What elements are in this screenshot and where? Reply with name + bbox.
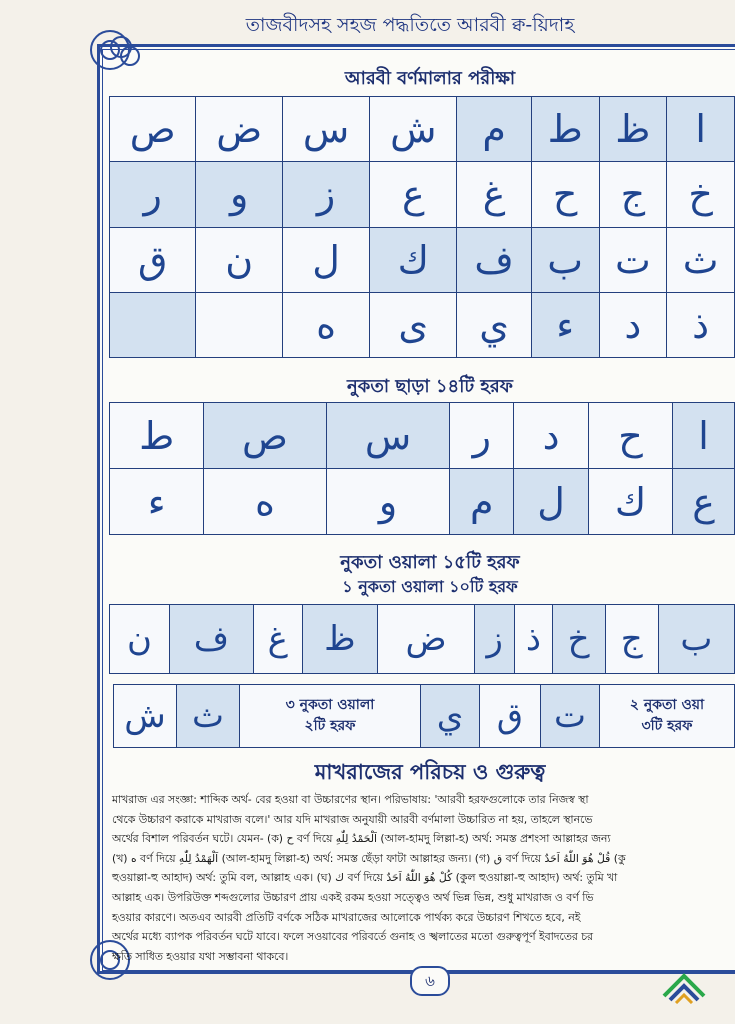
letter-cell	[110, 227, 196, 292]
letter-cell	[326, 469, 450, 535]
paragraph-line: মাখরাজ এর সংজ্ঞা: শাব্দিক অর্থ- বের হওয়া বা উচ্চারণের স্থান। পরিভাষায়: 'আরবী হরফগুলোকে তার নিজস্ব স্থা	[112, 793, 589, 806]
letter: ح	[552, 172, 578, 217]
letter-cell	[667, 292, 735, 357]
letter-cell	[531, 97, 599, 162]
letter-cell	[667, 227, 735, 292]
letter-cell	[450, 403, 514, 469]
letter-cell	[326, 403, 450, 469]
letter-cell	[196, 97, 282, 162]
letter-cell	[514, 469, 589, 535]
letter: ث	[682, 237, 719, 282]
letter-cell	[450, 469, 514, 535]
three-dot-label: ৩ নুকতা ওয়ালা ২টি হরফ	[285, 697, 375, 734]
letter-cell	[667, 162, 735, 227]
letter-cell	[599, 162, 667, 227]
letter: ا	[698, 413, 709, 458]
letter: ن	[225, 237, 254, 282]
letter-cell	[110, 469, 204, 535]
letter-cell	[282, 97, 369, 162]
letter-cell	[531, 292, 599, 357]
letter: ط	[139, 413, 175, 458]
letter-cell	[658, 605, 734, 674]
paragraph-line: অর্থের মধ্যে ব্যাপক পরিবর্তন ঘটে যাবে। ফলে সওয়াবের পরিবর্তে গুনাহ ও স্খলাতের মতো গুরুত্বপূর্ণ ইবাদতের চর	[112, 930, 593, 944]
letter-cell	[599, 292, 667, 357]
letter-cell	[667, 97, 735, 162]
letter: ه	[316, 302, 336, 347]
letter-cell	[531, 227, 599, 292]
letter: ه	[255, 479, 275, 524]
letter-cell	[110, 162, 196, 227]
letter: ص	[129, 107, 176, 152]
page-number: ৬	[410, 966, 450, 996]
letter-cell	[673, 403, 735, 469]
corner-ornament-icon	[110, 36, 132, 58]
letter: ب	[547, 237, 584, 282]
letter-cell	[588, 403, 672, 469]
letter: ط	[547, 107, 583, 152]
letter: ت	[614, 237, 651, 282]
letter-cell	[114, 685, 177, 748]
letter: د	[624, 302, 642, 347]
letter: ش	[124, 696, 166, 736]
letter-cell	[177, 685, 240, 748]
section-title-alphabet-test: আরবী বর্ণমালার পরীক্ষা	[344, 68, 516, 89]
letter: ر	[143, 172, 162, 217]
empty-cell	[196, 292, 282, 357]
publisher-logo-icon	[660, 968, 708, 1004]
letter: ي	[436, 696, 464, 736]
letter: ض	[405, 619, 447, 659]
letter: ح	[618, 413, 643, 458]
letter: غ	[482, 172, 506, 217]
paragraph-line: আল্লাহ এক। উপরিউক্ত শব্দগুলোর উচ্চারণ প্রায় একই রকম হওয়া সত্ত্বেও অর্থ ভিন্ন ভিন্ন, শুধু মাখরাজ ও বর্ণ ভি	[112, 890, 594, 904]
empty-cell	[110, 292, 196, 357]
letter: ع	[692, 479, 715, 524]
letter: ق	[496, 696, 524, 736]
multi-dot-letters-grid	[113, 684, 735, 748]
letter-cell	[370, 292, 457, 357]
letter: ر	[472, 413, 491, 458]
letter-cell	[552, 605, 605, 674]
letter: س	[302, 107, 350, 152]
letter-cell	[421, 685, 480, 748]
letter: ق	[137, 237, 168, 282]
letter: س	[364, 413, 412, 458]
letter-cell	[457, 292, 531, 357]
letter: خ	[688, 172, 713, 217]
letter-cell	[282, 162, 369, 227]
letter: ء	[147, 479, 166, 524]
letter-cell	[370, 227, 457, 292]
section-title-no-dot-letters: নুকতা ছাড়া ১৪টি হরফ	[347, 376, 513, 397]
letter-cell	[514, 403, 589, 469]
letter: ذ	[692, 302, 710, 347]
letter-cell	[196, 227, 282, 292]
letter-cell	[515, 605, 552, 674]
section-title-dotted-letters: নুকতা ওয়ালা ১৫টি হরফ	[340, 552, 520, 573]
letter: ض	[216, 107, 263, 152]
letter: ك	[397, 237, 429, 282]
letter: ع	[401, 172, 425, 217]
letter: م	[470, 479, 494, 524]
letter-cell	[599, 227, 667, 292]
alphabet-grid	[109, 96, 735, 358]
two-dot-label-cell	[600, 685, 735, 748]
letter: ظ	[324, 619, 356, 659]
letter: خ	[567, 619, 590, 659]
paragraph-line: হওয়ার কারণে। অতএব আরবী প্রতিটি বর্ণকে সঠিক মাখরাজের আলোকে পার্থক্য করে উচ্চারণ শিখতে হবে, নই	[112, 910, 581, 924]
letter-cell	[253, 605, 302, 674]
letter: د	[542, 413, 560, 458]
letter: ا	[695, 107, 706, 152]
letter: ذ	[525, 619, 542, 659]
letter: ي	[479, 302, 509, 347]
letter: ز	[486, 619, 503, 659]
paragraph-line: থেকে উচ্চারণ করাকে মাখরাজ বলে।' আর যদি মাখরাজ অনুযায়ী আরবী বর্ণমালা উচ্চারিত না হয়, তাহলে স্থানভে	[112, 812, 593, 826]
letter-cell	[457, 227, 531, 292]
letter: ج	[620, 172, 646, 217]
letter: ل	[312, 237, 340, 282]
letter-cell	[110, 97, 196, 162]
two-dot-label: ২ নুকতা ওয়া ৩টি হরফ	[629, 697, 705, 734]
letter: ش	[390, 107, 437, 152]
letter: ت	[553, 696, 586, 736]
letter-cell	[599, 97, 667, 162]
letter: ب	[680, 619, 713, 659]
one-dot-letters-grid	[109, 604, 735, 674]
letter-cell	[588, 469, 672, 535]
paragraph-line: ক্ষতি সাধিত হওয়ার যথা সম্ভাবনা থাকবে।	[112, 949, 289, 963]
page-header: তাজবীদসহ সহজ পদ্ধতিতে আরবী ক্ব-য়িদাহ	[245, 14, 575, 36]
paragraph-line: হুওয়াল্লা-হু আহাদ) অর্থ: তুমি বল, আল্লাহ এক। (ঘ) ك বর্ণ দিয়ে كُلْ هُوَ اللّٰهُ اَحَدٌ (কুল হুওয়াল্লা-হু আহাদ) অর্থ: তুমি খা	[112, 871, 618, 885]
letter: ظ	[615, 107, 651, 152]
letter-cell	[531, 162, 599, 227]
letter-cell	[457, 162, 531, 227]
paragraph-line: অর্থের বিশাল পরিবর্তন ঘটে। যেমন- (ক) ح বর্ণ দিয়ে اَلْحَمْدُ لِلّٰهِ (আল-হামদু লিল্লা-হ) অর্থ: সমস্ত প্রশংসা আল্লাহর জন্য	[112, 832, 611, 846]
letter: و	[230, 172, 249, 217]
letter-cell	[541, 685, 600, 748]
letter-cell	[673, 469, 735, 535]
letter-cell	[282, 292, 369, 357]
paragraph-line: (খ) ه বর্ণ দিয়ে اَلْهَمْدُ لِلّٰهِ (আল-হামদু লিল্লা-হ) অর্থ: সমস্ত ছেঁড়া ফাটা আল্লাহর জন্য। (গ) ق বর্ণ দিয়ে قُلْ هُوَ اللّٰهُ اَحَدٌ (কু	[112, 851, 626, 865]
letter: غ	[267, 619, 288, 659]
letter-cell	[110, 403, 204, 469]
letter: ن	[127, 619, 152, 659]
letter-cell	[377, 605, 474, 674]
letter-cell	[370, 162, 457, 227]
letter-cell	[110, 605, 170, 674]
letter-cell	[204, 469, 326, 535]
section-subtitle-one-dot: ১ নুকতা ওয়ালা ১০টি হরফ	[342, 577, 518, 596]
letter-cell	[605, 605, 658, 674]
letter: ك	[614, 479, 647, 524]
letter-cell	[480, 685, 541, 748]
no-dot-letters-grid	[109, 402, 735, 535]
letter-cell	[169, 605, 253, 674]
letter: ث	[191, 696, 224, 736]
letter: ل	[537, 479, 565, 524]
letter-cell	[370, 97, 457, 162]
letter-cell	[475, 605, 515, 674]
letter: ء	[556, 302, 575, 347]
makhraj-paragraph	[112, 790, 735, 966]
letter-cell	[302, 605, 377, 674]
letter: ص	[242, 413, 288, 458]
three-dot-label-cell	[240, 685, 421, 748]
letter: ى	[398, 302, 429, 347]
letter: و	[378, 479, 398, 524]
letter-cell	[204, 403, 326, 469]
letter: ف	[474, 237, 514, 282]
letter-cell	[196, 162, 282, 227]
letter: ج	[620, 619, 643, 659]
letter: م	[482, 107, 506, 152]
section-title-makhraj: মাখরাজের পরিচয় ও গুরুত্ব	[314, 760, 546, 784]
letter-cell	[457, 97, 531, 162]
letter-cell	[282, 227, 369, 292]
letter: ف	[193, 619, 229, 659]
letter: ز	[316, 172, 336, 217]
